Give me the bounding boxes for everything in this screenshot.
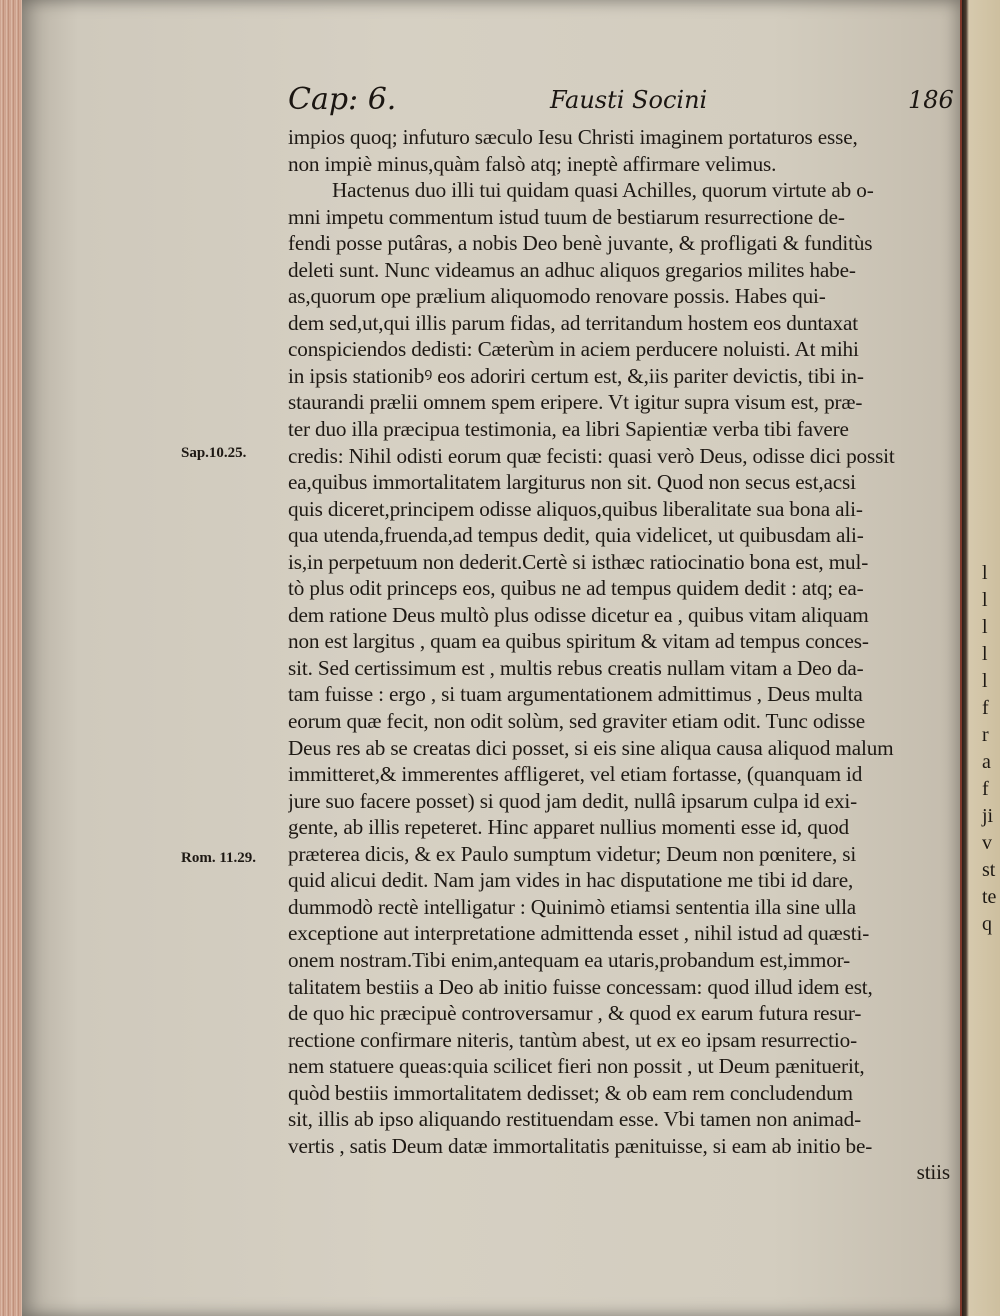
text-line: ea,quibus immortalitatem largiturus non sit. Quod non secus est,acsi	[288, 470, 856, 495]
body-text	[288, 124, 950, 1186]
text-line: de quo hic præcipuè controversamur , & quod ex earum futura resur-	[288, 1001, 862, 1026]
edge-letter: a	[982, 751, 991, 773]
text-line: talitatem bestiis a Deo ab initio fuisse concessam: quod illud idem est,	[288, 974, 873, 999]
catchword: stiis	[916, 1160, 950, 1185]
text-line: non est largitus , quam ea quibus spiritum & vitam ad tempus conces-	[288, 629, 869, 654]
edge-letter: st	[982, 859, 996, 881]
text-line: quis diceret,principem odisse aliquos,quibus liberalitate sua bona ali-	[288, 496, 863, 521]
chapter-label: Cap: 6.	[288, 82, 397, 117]
edge-letter: q	[982, 913, 992, 935]
paragraph-start-line: Hactenus duo illi tui quidam quasi Achilles, quorum virtute ab o-	[332, 178, 874, 203]
text-line: sit, illis ab ipso aliquando restituendam esse. Vbi tamen non animad-	[288, 1107, 861, 1132]
edge-letter: l	[982, 670, 988, 692]
text-line: rectione confirmare niteris, tantùm abest, ut ex eo ipsam resurrectio-	[288, 1027, 857, 1052]
edge-letter: ji	[982, 805, 994, 827]
text-line: Deus res ab se creatas dici posset, si eis sine aliqua causa aliquod malum	[288, 735, 894, 760]
margin-note-sapientia: Sap.10.25.	[181, 445, 247, 461]
text-line: non impiè minus,quàm falsò atq; ineptè affirmare velimus.	[288, 151, 777, 176]
text-line: exceptione aut interpretatione admittenda esset , nihil istud ad quæsti-	[288, 921, 870, 946]
text-line: qua utenda,fruenda,ad tempus dedit, quia videlicet, ut quibusdam ali-	[288, 523, 864, 548]
text-line: credis: Nihil odisti eorum quæ fecisti: quasi verò Deus, odisse dici possit	[288, 443, 895, 468]
text-line: in ipsis stationibꝰ eos adoriri certum est, &,iis pariter devictis, tibi in-	[288, 363, 864, 388]
text-line: jure suo facere posset) si quod jam dedit, nullâ ipsarum culpa id exi-	[288, 788, 858, 813]
edge-letter: l	[982, 616, 988, 638]
text-line: dem sed,ut,qui illis parum fidas, ad territandum hostem eos duntaxat	[288, 310, 858, 335]
edge-letter: f	[982, 778, 989, 800]
text-line: conspiciendos dedisti: Cæterùm in aciem perducere noluisti. At mihi	[288, 337, 859, 362]
running-title: Fausti Socini	[550, 86, 708, 114]
text-line: vertis , satis Deum datæ immortalitatis pænituisse, si eam ab initio be-	[288, 1133, 873, 1158]
margin-note-romans: Rom. 11.29.	[181, 850, 256, 866]
text-line: gente, ab illis repeteret. Hinc apparet nullius momenti esse id, quod	[288, 815, 849, 840]
edge-letter: l	[982, 562, 988, 584]
text-line: as,quorum ope prælium aliquomodo renovare possis. Habes qui-	[288, 284, 826, 309]
edge-letter: l	[982, 589, 988, 611]
text-line: dummodò rectè intelligatur : Quinimò etiamsi sententia illa sine ulla	[288, 894, 857, 919]
text-line: impios quoq; infuturo sæculo Iesu Christi imaginem portaturos esse,	[288, 125, 858, 149]
text-line: is,in perpetuum non dederit.Certè si isthæc ratiocinatio bona est, mul-	[288, 549, 869, 574]
text-line: deleti sunt. Nunc videamus an adhuc aliquos gregarios milites habe-	[288, 257, 856, 282]
book-page-edges	[0, 0, 22, 1316]
text-line: quid alicui dedit. Nam jam vides in hac disputatione me tibi id dare,	[288, 868, 854, 893]
text-line: nem statuere queas:quia scilicet fieri non possit , ut Deum pænituerit,	[288, 1054, 865, 1079]
edge-letter: f	[982, 697, 989, 719]
edge-letter: te	[982, 886, 997, 908]
facing-page-edge	[962, 0, 1000, 1316]
text-line: staurandi prælii omnem spem eripere. Vt igitur supra visum est, præ-	[288, 390, 863, 415]
text-line: immitteret,& immerentes affligeret, vel etiam fortasse, (quanquam id	[288, 762, 863, 787]
edge-letter: v	[982, 832, 992, 854]
text-line: quòd bestiis immortalitatem dedisset; & ob eam rem concludendum	[288, 1080, 853, 1105]
text-line: sit. Sed certissimum est , multis rebus creatis nullam vitam a Deo da-	[288, 655, 864, 680]
page-number: 186	[908, 86, 954, 114]
running-header	[288, 78, 954, 128]
text-line: præterea dicis, & ex Paulo sumptum videtur; Deum non pœnitere, si	[288, 841, 857, 866]
facing-page-letters	[982, 560, 1000, 938]
text-line: onem nostram.Tibi enim,antequam ea utaris,probandum est,immor-	[288, 947, 851, 972]
edge-letter: r	[982, 724, 989, 746]
text-line: eorum quæ fecit, non odit solùm, sed graviter etiam odit. Tunc odisse	[288, 709, 865, 734]
edge-letter: l	[982, 643, 988, 665]
text-line: tam fuisse : ergo , si tuam argumentationem admittimus , Deus multa	[288, 682, 863, 707]
text-line: dem ratione Deus multò plus odisse dicetur ea , quibus vitam aliquam	[288, 602, 869, 627]
text-line: ter duo illa præcipua testimonia, ea libri Sapientiæ verba tibi favere	[288, 417, 849, 442]
text-line: fendi posse putâras, a nobis Deo benè juvante, & profligati & funditùs	[288, 231, 873, 256]
text-line: mni impetu commentum istud tuum de bestiarum resurrectione de-	[288, 204, 845, 229]
text-line: tò plus odit princeps eos, quibus ne ad tempus quidem dedit : atq; ea-	[288, 576, 864, 601]
